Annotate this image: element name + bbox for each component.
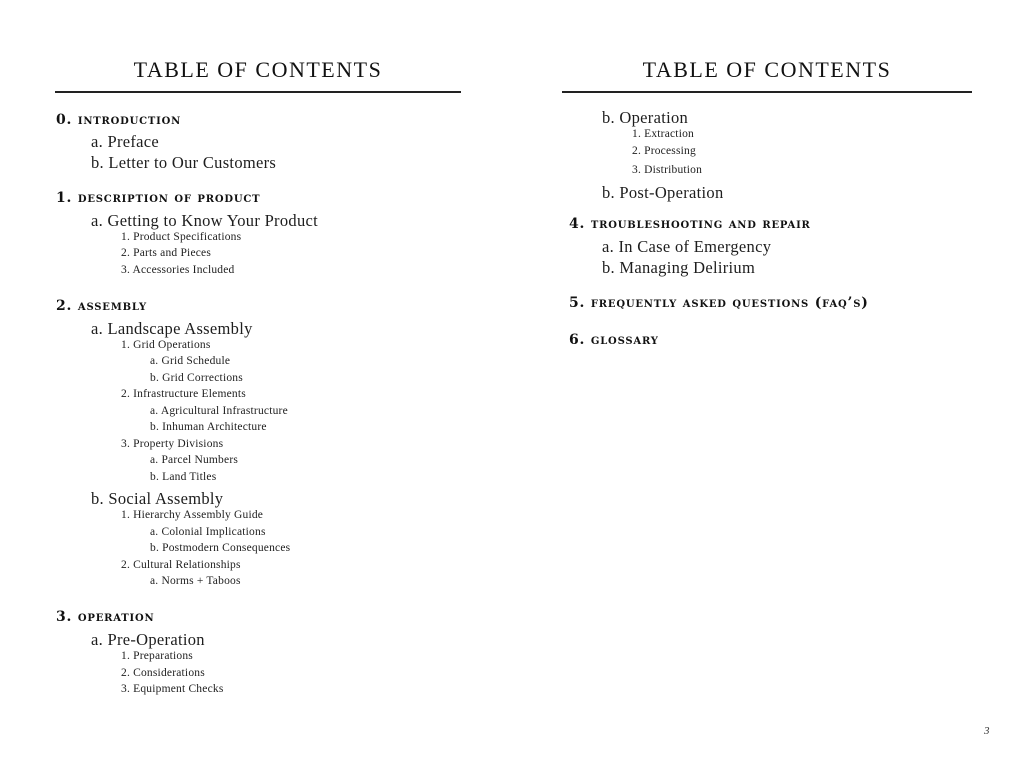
toc-subitem: b. Inhuman Architecture	[150, 421, 267, 433]
toc-item: 1. Extraction	[632, 128, 694, 140]
toc-subsection: b. Operation	[602, 108, 689, 127]
toc-section-heading: 6. glossary	[569, 332, 659, 348]
toc-subsection: a. Pre-Operation	[91, 630, 205, 649]
toc-subitem: a. Colonial Implications	[150, 526, 266, 538]
toc-section-heading: 3. operation	[56, 609, 155, 625]
left-page	[55, 0, 461, 768]
toc-subitem: b. Land Titles	[150, 471, 217, 483]
toc-subitem: a. Agricultural Infrastructure	[150, 405, 288, 417]
right-title-divider	[562, 91, 972, 93]
toc-subitem: b. Grid Corrections	[150, 372, 243, 384]
toc-subsection: b. Managing Delirium	[602, 258, 756, 277]
page-number: 3	[984, 725, 990, 737]
toc-item: 1. Grid Operations	[121, 339, 211, 351]
toc-section-heading: 4. troubleshooting and repair	[569, 216, 811, 232]
toc-section-heading: 0. introduction	[56, 112, 182, 128]
toc-subsection: b. Letter to Our Customers	[91, 153, 277, 172]
toc-section-heading: 1. description of product	[56, 190, 261, 206]
toc-section-heading: 2. assembly	[56, 298, 147, 314]
toc-item: 3. Distribution	[632, 164, 703, 176]
toc-subsection: b. Post-Operation	[602, 183, 724, 202]
toc-subsection: b. Social Assembly	[91, 489, 224, 508]
toc-item: 2. Infrastructure Elements	[121, 388, 246, 400]
toc-item: 3. Property Divisions	[121, 438, 224, 450]
toc-section-heading: 5. frequently asked questions (faq’s)	[569, 295, 869, 311]
toc-subsection: a. Landscape Assembly	[91, 319, 253, 338]
toc-subitem: b. Postmodern Consequences	[150, 542, 291, 554]
right-page-title: TABLE OF CONTENTS	[642, 57, 892, 82]
left-title-divider	[55, 91, 461, 93]
right-page	[562, 0, 972, 768]
toc-item: 2. Parts and Pieces	[121, 247, 212, 259]
toc-item: 1. Preparations	[121, 650, 193, 662]
toc-subitem: a. Parcel Numbers	[150, 454, 239, 466]
toc-item: 1. Product Specifications	[121, 231, 242, 243]
toc-item: 3. Accessories Included	[121, 264, 235, 276]
toc-subitem: a. Norms + Taboos	[150, 575, 241, 587]
left-page-title: TABLE OF CONTENTS	[133, 57, 383, 82]
toc-subsection: a. In Case of Emergency	[602, 237, 772, 256]
toc-item: 2. Processing	[632, 145, 696, 157]
toc-subsection: a. Preface	[91, 132, 160, 151]
toc-item: 2. Cultural Relationships	[121, 559, 241, 571]
toc-item: 3. Equipment Checks	[121, 683, 224, 695]
toc-item: 2. Considerations	[121, 667, 205, 679]
toc-item: 1. Hierarchy Assembly Guide	[121, 509, 264, 521]
toc-subsection: a. Getting to Know Your Product	[91, 211, 319, 230]
toc-subitem: a. Grid Schedule	[150, 355, 231, 367]
